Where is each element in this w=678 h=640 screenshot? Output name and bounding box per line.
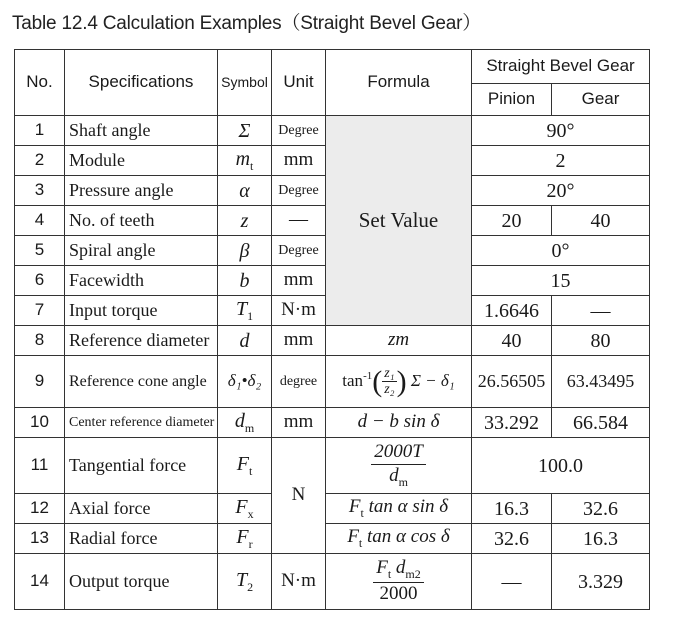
formula-suffix: Σ − δ₁ bbox=[410, 370, 455, 390]
num-b-sub: m2 bbox=[405, 566, 421, 581]
formula-fraction bbox=[373, 558, 424, 605]
header-gear: Gear bbox=[552, 84, 650, 116]
fraction-numerator bbox=[373, 558, 424, 583]
formula-sub: t bbox=[360, 505, 364, 520]
table-row bbox=[15, 524, 650, 554]
formula-sup: -1 bbox=[363, 369, 373, 382]
symbol-main: F bbox=[235, 495, 248, 518]
row-gear: 32.6 bbox=[552, 494, 650, 524]
fraction-numerator: 2000T bbox=[371, 442, 426, 465]
row-symbol bbox=[218, 554, 272, 610]
fraction-numerator: z₁ bbox=[384, 365, 395, 381]
row-unit: Degree bbox=[272, 236, 326, 266]
row-symbol bbox=[218, 296, 272, 326]
fraction-denominator bbox=[386, 465, 411, 489]
den-sub: m bbox=[398, 474, 408, 489]
table-row bbox=[15, 326, 650, 356]
row-value: 20° bbox=[472, 176, 650, 206]
header-pinion: Pinion bbox=[472, 84, 552, 116]
row-spec: Facewidth bbox=[65, 266, 218, 296]
row-gear: 3.329 bbox=[552, 554, 650, 610]
row-formula bbox=[326, 438, 472, 494]
symbol-main: d bbox=[234, 409, 245, 432]
row-pinion: 40 bbox=[472, 326, 552, 356]
row-no: 12 bbox=[15, 494, 65, 524]
row-no: 8 bbox=[15, 326, 65, 356]
row-gear: 40 bbox=[552, 206, 650, 236]
row-value: 100.0 bbox=[472, 438, 650, 494]
symbol-sub: t bbox=[248, 463, 253, 478]
row-unit: N·m bbox=[272, 554, 326, 610]
row-spec: Reference cone angle bbox=[65, 356, 218, 408]
paren-close: ) bbox=[396, 364, 407, 398]
row-spec: Output torque bbox=[65, 554, 218, 610]
table-row bbox=[15, 438, 650, 494]
header-no: No. bbox=[15, 50, 65, 116]
header-gear-type: Straight Bevel Gear bbox=[472, 50, 650, 84]
formula-rest: tan α cos δ bbox=[362, 526, 450, 547]
formula-main: F bbox=[348, 496, 361, 517]
fraction-denominator: z₂ bbox=[384, 382, 395, 397]
row-no: 10 bbox=[15, 408, 65, 438]
symbol-main: F bbox=[236, 525, 249, 548]
row-no: 11 bbox=[15, 438, 65, 494]
row-formula bbox=[326, 554, 472, 610]
row-pinion: 26.56505 bbox=[472, 356, 552, 408]
symbol-sub: 1 bbox=[247, 308, 254, 323]
row-symbol bbox=[218, 408, 272, 438]
row-no: 3 bbox=[15, 176, 65, 206]
row-symbol: b bbox=[218, 266, 272, 296]
row-unit: mm bbox=[272, 326, 326, 356]
row-spec: Module bbox=[65, 146, 218, 176]
row-symbol: α bbox=[218, 176, 272, 206]
formula-rest: tan α sin δ bbox=[363, 496, 449, 517]
row-gear: 63.43495 bbox=[552, 356, 650, 408]
row-unit: mm bbox=[272, 266, 326, 296]
row-pinion: 33.292 bbox=[472, 408, 552, 438]
row-no: 14 bbox=[15, 554, 65, 610]
symbol-sub: r bbox=[248, 536, 253, 551]
row-spec: Tangential force bbox=[65, 438, 218, 494]
table-title: Table 12.4 Calculation Examples（Straight Bevel Gear） bbox=[12, 13, 482, 34]
row-spec: Axial force bbox=[65, 494, 218, 524]
row-spec: Center reference diameter bbox=[65, 408, 218, 438]
row-formula bbox=[326, 356, 472, 408]
row-unit: N bbox=[272, 438, 326, 554]
row-unit: mm bbox=[272, 146, 326, 176]
symbol-sub: m bbox=[244, 420, 255, 435]
row-formula: d − b sin δ bbox=[326, 408, 472, 438]
row-gear: 80 bbox=[552, 326, 650, 356]
row-symbol bbox=[218, 438, 272, 494]
formula-main: F bbox=[347, 526, 359, 547]
fraction-denominator: 2000 bbox=[379, 583, 418, 605]
row-spec: Radial force bbox=[65, 524, 218, 554]
num-a-sub: t bbox=[387, 566, 392, 581]
row-symbol: Σ bbox=[218, 116, 272, 146]
num-b: d bbox=[391, 557, 406, 579]
row-unit: degree bbox=[272, 356, 326, 408]
row-spec: Pressure angle bbox=[65, 176, 218, 206]
num-a: F bbox=[376, 557, 388, 579]
row-no: 9 bbox=[15, 356, 65, 408]
row-gear: 66.584 bbox=[552, 408, 650, 438]
row-unit: mm bbox=[272, 408, 326, 438]
row-spec: Reference diameter bbox=[65, 326, 218, 356]
row-unit: — bbox=[272, 206, 326, 236]
symbol-main: F bbox=[236, 452, 249, 475]
row-value: 90° bbox=[472, 116, 650, 146]
row-formula bbox=[326, 494, 472, 524]
row-spec: Spiral angle bbox=[65, 236, 218, 266]
row-pinion: 20 bbox=[472, 206, 552, 236]
row-no: 4 bbox=[15, 206, 65, 236]
row-gear: 16.3 bbox=[552, 524, 650, 554]
row-symbol: d bbox=[218, 326, 272, 356]
header-row bbox=[15, 50, 650, 84]
row-unit: Degree bbox=[272, 176, 326, 206]
table-row bbox=[15, 408, 650, 438]
table-row bbox=[15, 554, 650, 610]
row-no: 1 bbox=[15, 116, 65, 146]
table-row bbox=[15, 356, 650, 408]
den-main: d bbox=[389, 464, 399, 486]
row-unit: Degree bbox=[272, 116, 326, 146]
row-no: 13 bbox=[15, 524, 65, 554]
header-symbol: Symbol bbox=[218, 50, 272, 116]
row-pinion: 1.6646 bbox=[472, 296, 552, 326]
calculation-table bbox=[14, 49, 650, 610]
row-value: 2 bbox=[472, 146, 650, 176]
row-symbol bbox=[218, 494, 272, 524]
row-symbol: β bbox=[218, 236, 272, 266]
row-no: 2 bbox=[15, 146, 65, 176]
row-spec: Input torque bbox=[65, 296, 218, 326]
row-no: 5 bbox=[15, 236, 65, 266]
table-row bbox=[15, 116, 650, 146]
row-value: 15 bbox=[472, 266, 650, 296]
row-value: 0° bbox=[472, 236, 650, 266]
header-specifications: Specifications bbox=[65, 50, 218, 116]
set-value-cell: Set Value bbox=[326, 116, 472, 326]
header-unit: Unit bbox=[272, 50, 326, 116]
table-row bbox=[15, 494, 650, 524]
row-formula: zm bbox=[326, 326, 472, 356]
formula-fraction bbox=[371, 442, 426, 489]
row-gear: — bbox=[552, 296, 650, 326]
paren-open: ( bbox=[372, 364, 383, 398]
row-pinion: — bbox=[472, 554, 552, 610]
row-unit: N·m bbox=[272, 296, 326, 326]
symbol-sub: x bbox=[247, 506, 254, 521]
row-symbol bbox=[218, 524, 272, 554]
symbol-main: T bbox=[235, 297, 248, 320]
row-formula bbox=[326, 524, 472, 554]
row-spec: Shaft angle bbox=[65, 116, 218, 146]
symbol-sub: t bbox=[250, 158, 254, 173]
row-symbol: z bbox=[218, 206, 272, 236]
row-no: 7 bbox=[15, 296, 65, 326]
row-no: 6 bbox=[15, 266, 65, 296]
formula-tan: tan bbox=[342, 370, 364, 390]
row-spec: No. of teeth bbox=[65, 206, 218, 236]
symbol-sub: 2 bbox=[247, 579, 254, 594]
row-symbol bbox=[218, 146, 272, 176]
formula-fraction bbox=[382, 366, 396, 398]
header-formula: Formula bbox=[326, 50, 472, 116]
row-pinion: 16.3 bbox=[472, 494, 552, 524]
formula-sub: t bbox=[358, 535, 363, 550]
symbol-main: m bbox=[235, 147, 251, 170]
row-symbol: δ₁•δ₂ bbox=[218, 356, 272, 408]
row-pinion: 32.6 bbox=[472, 524, 552, 554]
symbol-main: T bbox=[235, 568, 248, 591]
